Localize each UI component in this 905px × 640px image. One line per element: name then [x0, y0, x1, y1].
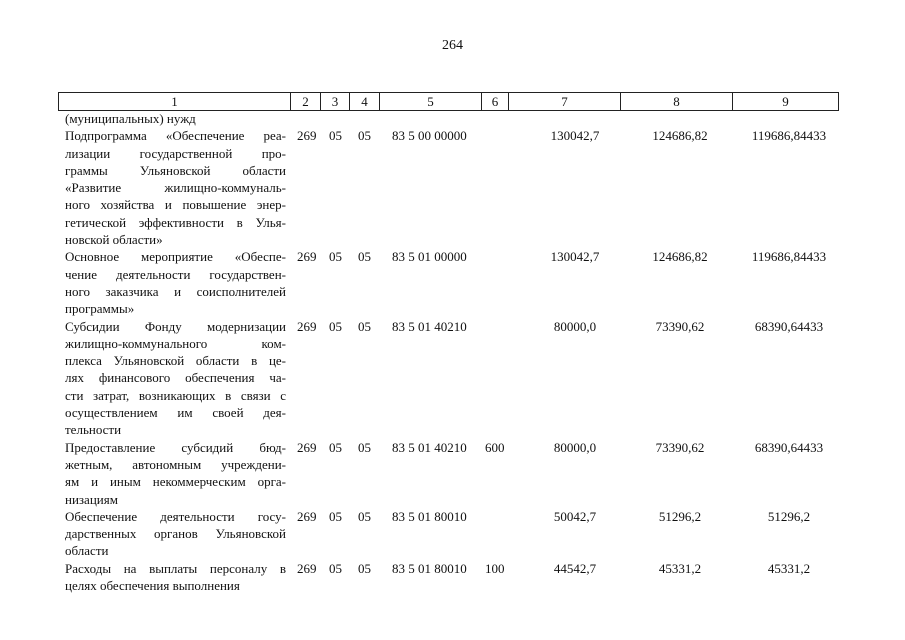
description-line: сти затрат, возникающих в связи с	[65, 387, 286, 403]
amount-year-3: 68390,64433	[754, 439, 824, 455]
header-col-3: 3	[321, 93, 350, 111]
admin-code: 269	[297, 249, 317, 265]
subsection-code: 05	[358, 439, 371, 455]
expense-type-code: 600	[485, 439, 505, 455]
header-row	[59, 93, 839, 111]
amount-year-1: 130042,7	[550, 128, 600, 144]
amount-year-2: 124686,82	[652, 128, 708, 144]
amount-year-3: 45331,2	[767, 560, 811, 576]
description-line: низациям	[65, 491, 118, 507]
amount-year-3: 68390,64433	[754, 318, 824, 334]
section-code: 05	[329, 439, 342, 455]
table-row	[0, 508, 905, 560]
section-code: 05	[329, 128, 342, 144]
subsection-code: 05	[358, 128, 371, 144]
description-line: ного хозяйства и повышение энер-	[65, 197, 286, 213]
header-col-1: 1	[59, 93, 291, 111]
budget-table-body	[0, 110, 905, 594]
admin-code: 269	[297, 439, 317, 455]
carry-over-text: (муниципальных) нужд	[65, 111, 196, 126]
header-col-8: 8	[621, 93, 733, 111]
program-code: 83 5 01 00000	[392, 249, 467, 265]
subsection-code: 05	[358, 560, 371, 576]
row-description	[65, 439, 286, 508]
header-col-9: 9	[733, 93, 839, 111]
header-col-7: 7	[509, 93, 621, 111]
description-line: тельности	[65, 422, 122, 438]
description-line: ям и иным некоммерческим орга-	[65, 474, 286, 490]
section-code: 05	[329, 318, 342, 334]
row-description	[65, 508, 286, 560]
amount-year-2: 73390,62	[655, 318, 705, 334]
table-row	[0, 439, 905, 508]
section-code: 05	[329, 508, 342, 524]
header-col-4: 4	[350, 93, 380, 111]
row-description	[65, 248, 286, 317]
admin-code: 269	[297, 508, 317, 524]
column-header-table	[58, 92, 839, 111]
table-row	[0, 127, 905, 248]
description-line: Субсидии Фонду модернизации	[65, 318, 286, 334]
admin-code: 269	[297, 318, 317, 334]
header-col-2: 2	[291, 93, 321, 111]
header-col-5: 5	[380, 93, 482, 111]
description-line: новской области»	[65, 232, 163, 248]
description-line: жилищно-коммунального ком-	[65, 335, 286, 351]
program-code: 83 5 01 80010	[392, 560, 467, 576]
description-line: программы»	[65, 301, 135, 317]
amount-year-3: 119686,84433	[751, 249, 827, 265]
description-line: гетической эффективности в Улья-	[65, 214, 286, 230]
description-line: ного заказчика и соисполнителей	[65, 283, 286, 299]
amount-year-1: 44542,7	[553, 560, 597, 576]
amount-year-2: 51296,2	[658, 508, 702, 524]
section-code: 05	[329, 249, 342, 265]
program-code: 83 5 01 80010	[392, 508, 467, 524]
program-code: 83 5 01 40210	[392, 318, 467, 334]
table-row	[0, 248, 905, 317]
amount-year-1: 130042,7	[550, 249, 600, 265]
amount-year-1: 50042,7	[553, 508, 597, 524]
amount-year-3: 51296,2	[767, 508, 811, 524]
description-line: целях обеспечения выполнения	[65, 578, 240, 594]
description-line: чение деятельности государствен-	[65, 266, 286, 282]
description-line: Расходы на выплаты персоналу в	[65, 560, 286, 576]
page-number: 264	[442, 38, 463, 53]
description-line: области	[65, 543, 109, 559]
subsection-code: 05	[358, 508, 371, 524]
admin-code: 269	[297, 560, 317, 576]
amount-year-2: 45331,2	[658, 560, 702, 576]
subsection-code: 05	[358, 249, 371, 265]
description-line: граммы Ульяновской области	[65, 162, 286, 178]
section-code: 05	[329, 560, 342, 576]
description-line: плекса Ульяновской области в це-	[65, 353, 286, 369]
admin-code: 269	[297, 128, 317, 144]
program-code: 83 5 00 00000	[392, 128, 467, 144]
amount-year-3: 119686,84433	[751, 128, 827, 144]
amount-year-1: 80000,0	[553, 318, 597, 334]
row-description	[65, 560, 286, 595]
amount-year-2: 124686,82	[652, 249, 708, 265]
row-description	[65, 318, 286, 439]
description-line: лях финансового обеспечения ча-	[65, 370, 286, 386]
description-line: Обеспечение деятельности госу-	[65, 508, 286, 524]
amount-year-2: 73390,62	[655, 439, 705, 455]
description-line: Подпрограмма «Обеспечение реа-	[65, 128, 286, 144]
description-line: дарственных органов Ульяновской	[65, 526, 286, 542]
description-line: осуществлением им своей дея-	[65, 405, 286, 421]
description-line: Основное мероприятие «Обеспе-	[65, 249, 286, 265]
description-line: Предоставление субсидий бюд-	[65, 439, 286, 455]
program-code: 83 5 01 40210	[392, 439, 467, 455]
amount-year-1: 80000,0	[553, 439, 597, 455]
description-line: «Развитие жилищно-коммуналь-	[65, 180, 286, 196]
description-line: жетным, автономным учреждени-	[65, 456, 286, 472]
header-col-6: 6	[482, 93, 509, 111]
row-description	[65, 127, 286, 248]
expense-type-code: 100	[485, 560, 505, 576]
description-line: лизации государственной про-	[65, 145, 286, 161]
table-row	[0, 318, 905, 439]
subsection-code: 05	[358, 318, 371, 334]
table-row	[0, 560, 905, 595]
carry-over-row	[0, 110, 905, 127]
